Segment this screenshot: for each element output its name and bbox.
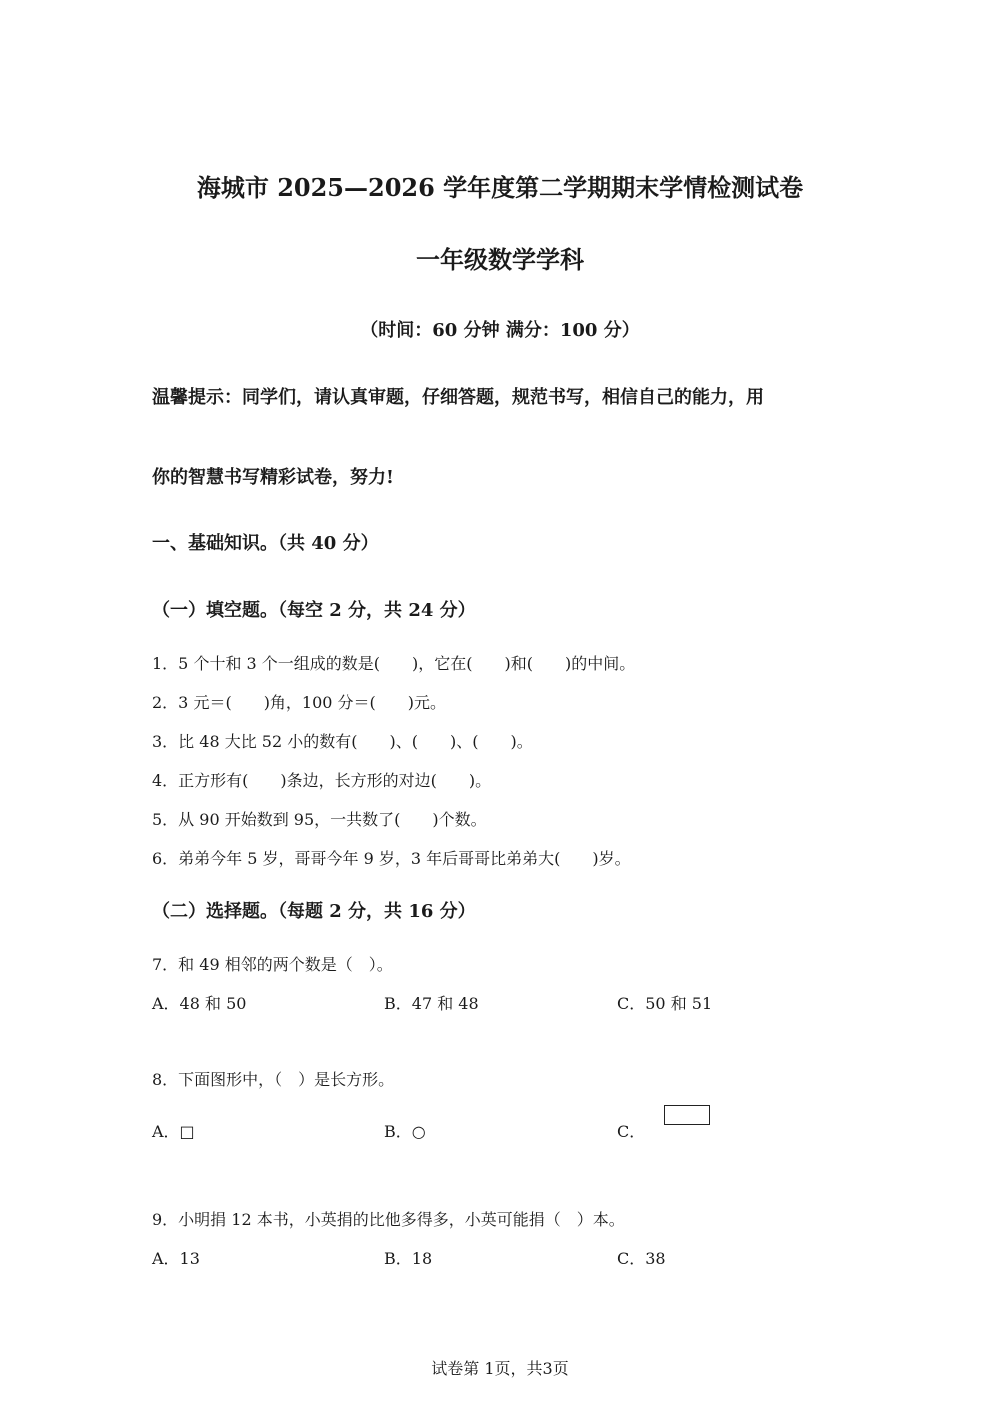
choice-section-title: （二）选择题。（每题 2 分，共 16 分） (152, 901, 476, 922)
question-7-option-b: B．47 和 48 (384, 994, 479, 1013)
question-3: 3．比 48 大比 52 小的数有( )、( )、( )。 (152, 732, 533, 751)
question-4: 4．正方形有( )条边，长方形的对边( )。 (152, 771, 492, 790)
exam-title: 海城市 2025—2026 学年度第二学期期末学情检测试卷 (196, 173, 804, 202)
question-8-option-a: A．□ (152, 1122, 195, 1141)
part1-title: 一、基础知识。（共 40 分） (152, 533, 379, 554)
question-9-option-c: C．38 (617, 1249, 666, 1268)
question-8-option-b: B．○ (384, 1122, 426, 1141)
fill-section-title: （一）填空题。（每空 2 分，共 24 分） (152, 600, 476, 621)
exam-time-info: （时间：60 分钟 满分：100 分） (360, 320, 640, 341)
question-9: 9．小明捐 12 本书，小英捐的比他多得多，小英可能捐（ ）本。 (152, 1210, 625, 1229)
question-8: 8．下面图形中，（ ）是长方形。 (152, 1070, 395, 1089)
exam-subject: 一年级数学学科 (416, 245, 584, 274)
page-footer: 试卷第 1页，共3页 (431, 1359, 569, 1378)
question-9-option-b: B．18 (384, 1249, 433, 1268)
question-7-option-c: C．50 和 51 (617, 994, 713, 1013)
rectangle-shape-figure (664, 1105, 710, 1125)
question-2: 2．3 元＝( )角，100 分＝( )元。 (152, 693, 447, 712)
tip-line-1: 温馨提示：同学们，请认真审题，仔细答题，规范书写，相信自己的能力，用 (152, 387, 764, 408)
question-1: 1．5 个十和 3 个一组成的数是( )，它在( )和( )的中间。 (152, 654, 636, 673)
question-7: 7．和 49 相邻的两个数是（ ）。 (152, 955, 393, 974)
question-9-option-a: A．13 (152, 1249, 200, 1268)
question-6: 6．弟弟今年 5 岁，哥哥今年 9 岁，3 年后哥哥比弟弟大( )岁。 (152, 849, 631, 868)
question-5: 5．从 90 开始数到 95，一共数了( )个数。 (152, 810, 487, 829)
tip-line-2: 你的智慧书写精彩试卷，努力! (152, 467, 394, 488)
question-8-option-c: C． (617, 1122, 646, 1141)
question-7-option-a: A．48 和 50 (152, 994, 247, 1013)
